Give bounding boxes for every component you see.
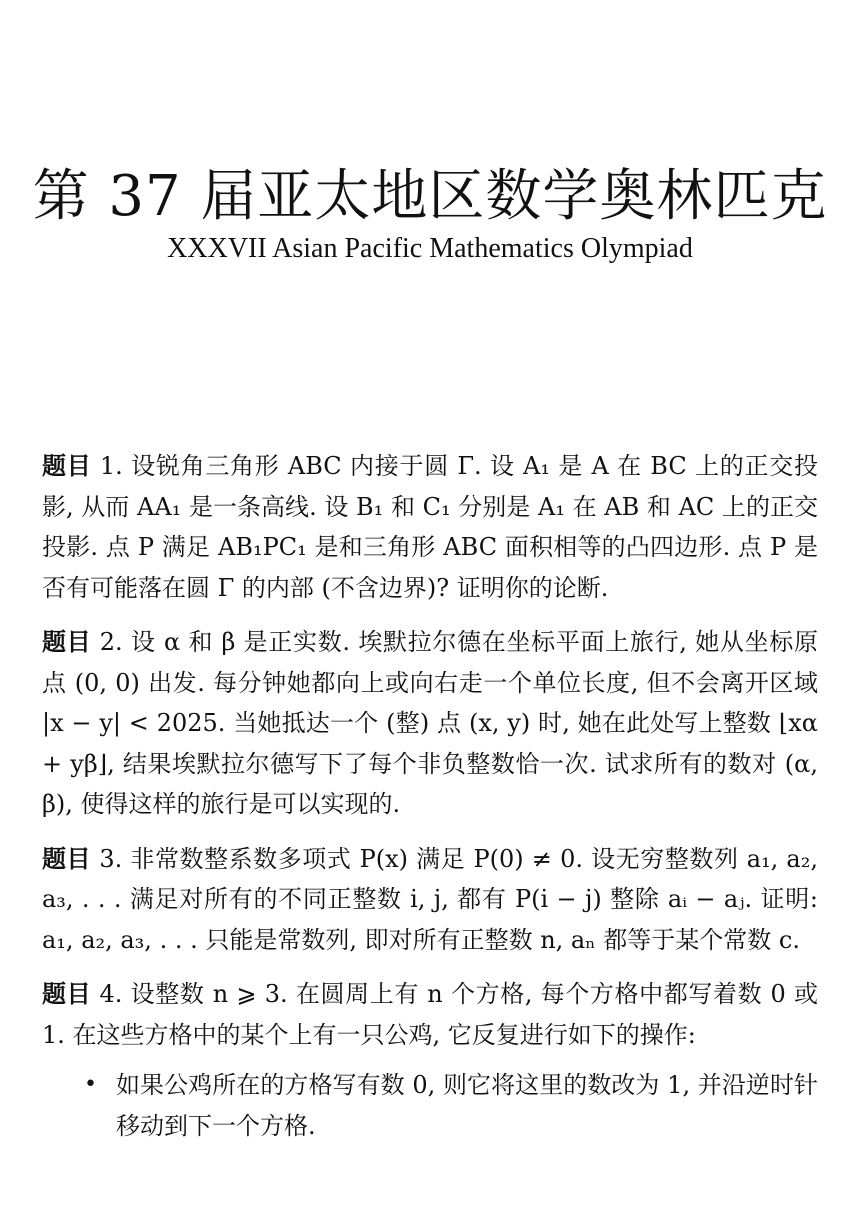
problem-number: 2. (99, 628, 123, 656)
problem-label: 题目 (42, 843, 92, 873)
problem-1 (42, 446, 818, 608)
problem-4 (42, 974, 818, 1055)
problem-text: 设锐角三角形 ABC 内接于圆 Γ. 设 A₁ 是 A 在 BC 上的正交投影, 从而 AA₁ 是一条高线. 设 B₁ 和 C₁ 分别是 A₁ 在 AB 和 AC 上的正交投影. 点 P 满足 AB₁PC₁ 是和三角形 ABC 面积相等的凸四边形. 点 P 是否有可能落在圆 Γ 的内部 (不含边界)? 证明你的论断. (42, 452, 819, 602)
problem-text: 设整数 n ⩾ 3. 在圆周上有 n 个方格, 每个方格中都写着数 0 或 1. 在这些方格中的某个上有一只公鸡, 它反复进行如下的操作: (42, 980, 818, 1049)
problem-3 (42, 839, 818, 961)
problem-label: 题目 (42, 451, 92, 480)
document-title-english: XXXVII Asian Pacific Mathematics Olympiad (167, 233, 693, 264)
problem-2 (42, 622, 818, 825)
problem-label: 题目 (42, 979, 92, 1008)
problem-number: 1. (99, 452, 123, 480)
document-title-chinese: 第 37 届亚太地区数学奥林匹克 (32, 164, 828, 229)
problem-4-bullet-item (84, 1065, 818, 1146)
problem-list (42, 446, 818, 1146)
bullet-text: 如果公鸡所在的方格写有数 0, 则它将这里的数改为 1, 并沿逆时针移动到下一个方格. (116, 1071, 818, 1140)
problem-text: 非常数整系数多项式 P(x) 满足 P(0) ≠ 0. 设无穷整数列 a₁, a₂, a₃, . . . 满足对所有的不同正整数 i, j, 都有 P(i − j) 整除 aᵢ − aⱼ. 证明: a₁, a₂, a₃, . . . 只能是常数列, 即对所有正整数 n, aₙ 都等于某个常数 c. (42, 844, 818, 954)
problem-label: 题目 (42, 627, 92, 656)
problem-number: 4. (99, 980, 123, 1008)
problem-text: 设 α 和 β 是正实数. 埃默拉尔德在坐标平面上旅行, 她从坐标原点 (0, 0) 出发. 每分钟她都向上或向右走一个单位长度, 但不会离开区域 |x − y| < 2025. 当她抵达一个 (整) 点 (x, y) 时, 她在此处写上整数 ⌊xα + yβ⌋, 结果埃默拉尔德写下了每个非负整数恰一次. 试求所有的数对 (α, β), 使得这样的旅行是可以实现的. (42, 628, 818, 818)
bullet-marker: • (84, 1072, 97, 1097)
problem-number: 3. (99, 844, 123, 873)
